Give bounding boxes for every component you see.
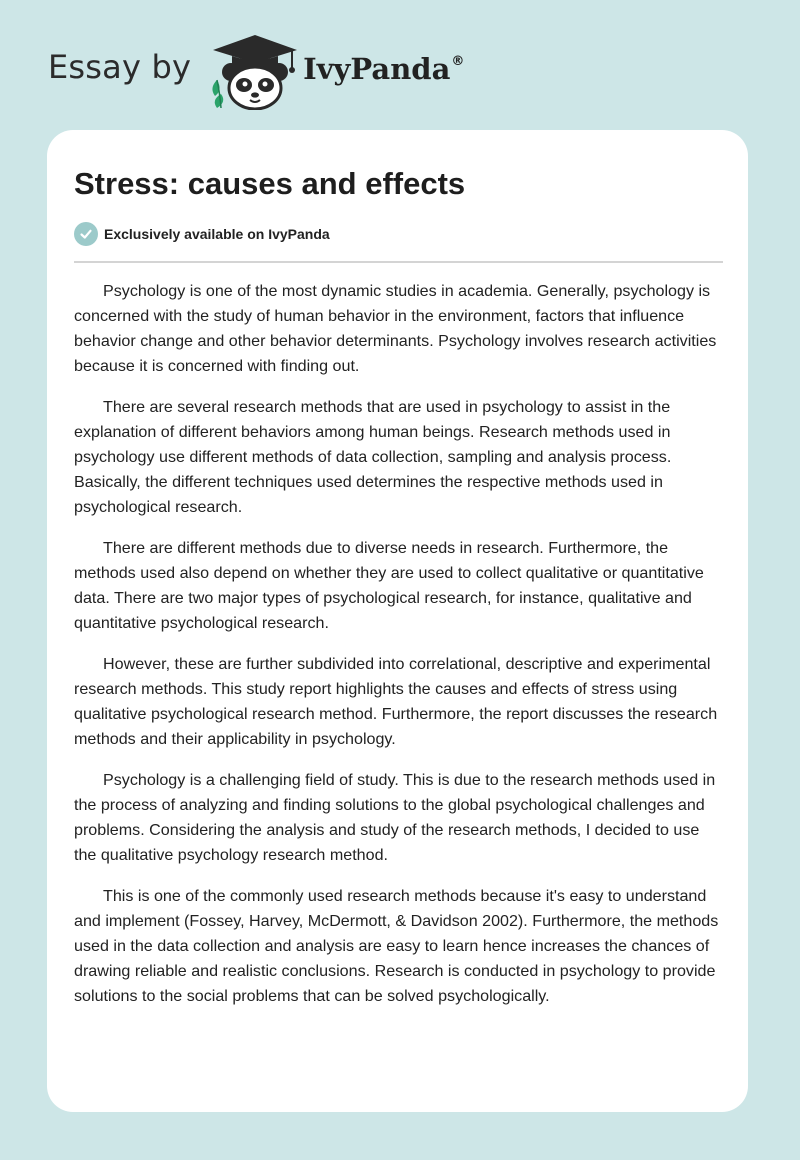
registered-mark: ® [451,54,465,69]
essay-body [74,279,726,1025]
page-title: Stress: causes and effects [74,166,466,201]
paragraph: There are several research methods that are used in psychology to assist in the explanation of different behaviors among human beings. Research methods used in psychology use different methods of data collection, sampling and analysis process. Basically, the different techniques used determines the respective methods used in psychological research. [74,398,672,516]
paragraph: Psychology is a challenging field of study. This is due to the research methods used in the process of analyzing and finding solutions to the global psychological challenges and problems. Considering the analysis and study of the research methods, I decided to use the qualitative psychology research method. [74,771,716,864]
paragraph: However, these are further subdivided into correlational, descriptive and experimental research methods. This study report highlights the causes and effects of stress using qualitative psychological research method. Furthermore, the report discusses the research methods and their applicability in psychology. [74,655,718,748]
check-circle-icon [74,222,98,246]
title-divider [74,261,723,263]
paragraph: There are different methods due to diverse needs in research. Furthermore, the methods used also depend on whether they are used to collect qualitative or quantitative data. There are two major types of psychological research, for instance, qualitative and quantitative psychological research. [74,539,704,632]
panda-graduate-logo-icon[interactable] [205,30,297,110]
brand-name[interactable] [303,52,464,86]
site-header [48,30,464,110]
exclusive-badge [74,222,330,246]
exclusive-badge-label: Exclusively available on IvyPanda [104,226,330,242]
paragraph: Psychology is one of the most dynamic studies in academia. Generally, psychology is concerned with the study of human behavior in the environment, factors that influence behavior change and other behavior determinants. Psychology involves research activities because it is concerned with finding out. [74,282,717,375]
essay-by-label: Essay by [48,48,192,86]
essay-card [47,130,748,1112]
paragraph: This is one of the commonly used research methods because it's easy to understand and implement (Fossey, Harvey, McDermott, & Davidson 2002). Furthermore, the methods used in the data collection and analysis are easy to learn hence increases the chances of drawing reliable and realistic conclusions. Research is conducted in psychology to provide solutions to the social problems that can be solved psychologically. [74,887,719,1005]
brand-name-text: IvyPanda [303,52,451,86]
